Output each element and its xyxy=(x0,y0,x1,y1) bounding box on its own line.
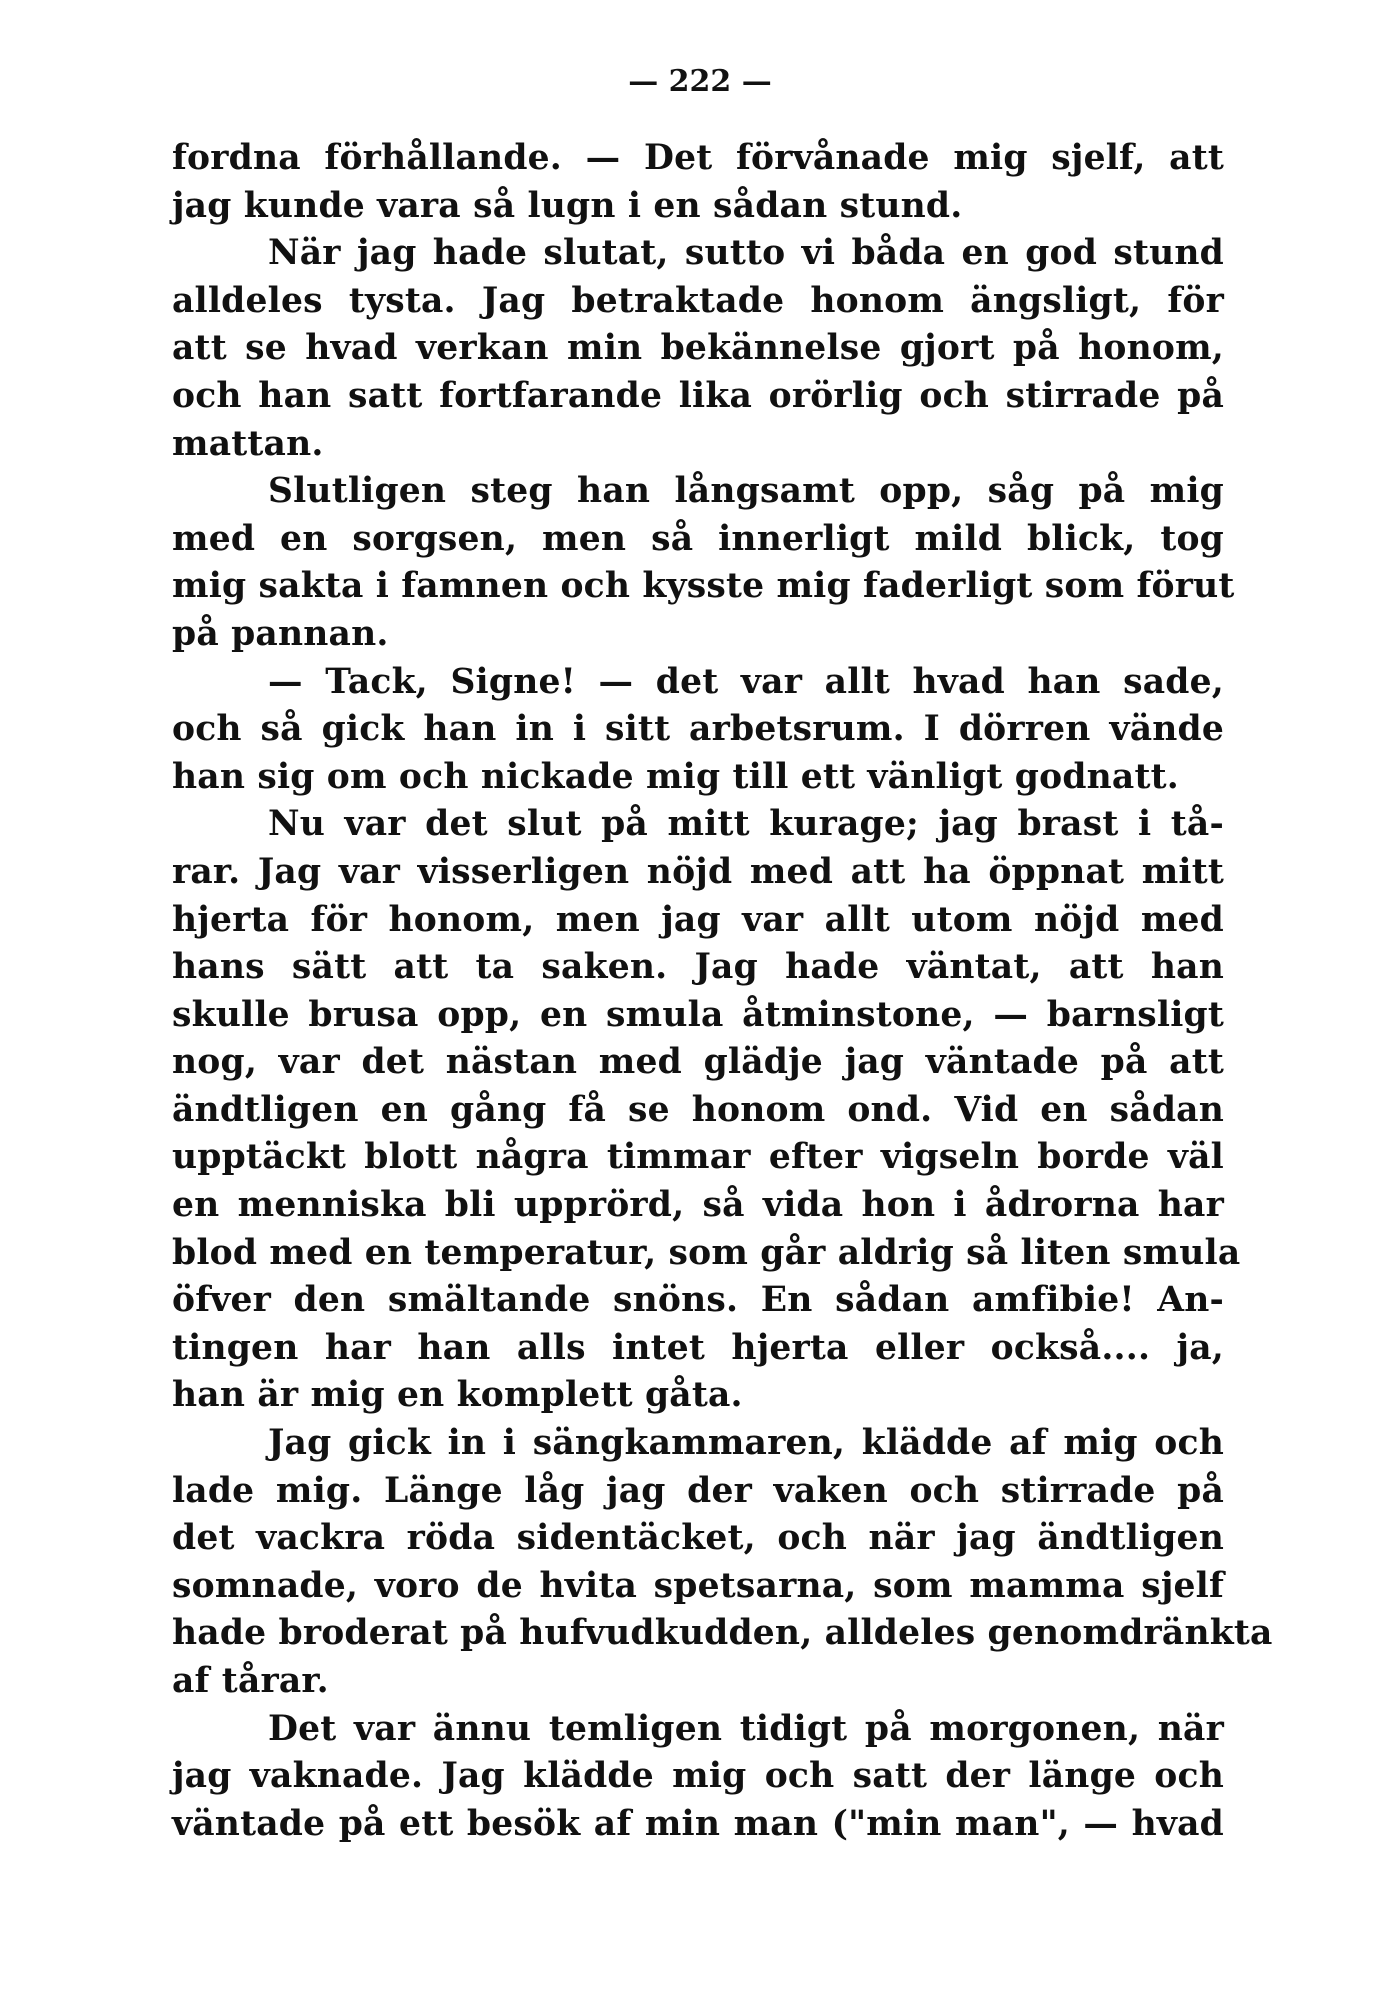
text-line: alldeles tysta. Jag betraktade honom ängsligt, för xyxy=(172,280,1224,321)
text-line: på pannan. xyxy=(172,613,389,654)
text-line: ändtligen en gång få se honom ond. Vid en sådan xyxy=(172,1089,1224,1130)
text-line: tingen har han alls intet hjerta eller också.... ja, xyxy=(172,1327,1224,1368)
text-line: Nu var det slut på mitt kurage; jag brast i tå- xyxy=(268,804,1224,845)
text-line: det vackra röda sidentäcket, och när jag ändtligen xyxy=(172,1518,1224,1559)
text-line: en menniska bli upprörd, så vida hon i ådrorna har xyxy=(172,1185,1224,1226)
text-line: Slutligen steg han långsamt opp, såg på mig xyxy=(268,471,1224,512)
text-line: skulle brusa opp, en smula åtminstone, — barnsligt xyxy=(172,994,1224,1035)
text-line: mattan. xyxy=(172,423,324,464)
text-line: med en sorgsen, men så innerligt mild blick, tog xyxy=(172,518,1224,559)
text-line: fordna förhållande. — Det förvånade mig sjelf, att xyxy=(172,138,1224,178)
text-line: Det var ännu temligen tidigt på morgonen, när xyxy=(268,1708,1224,1749)
text-line: mig sakta i famnen och kysste mig faderligt som förut xyxy=(172,566,1235,607)
text-line: hans sätt att ta saken. Jag hade väntat, att han xyxy=(172,947,1224,988)
text-line: och så gick han in i sitt arbetsrum. I dörren vände xyxy=(172,709,1224,750)
text-line: han är mig en komplett gåta. xyxy=(172,1375,743,1416)
text-line: väntade på ett besök af min man ("min man", — hvad xyxy=(172,1803,1224,1844)
text-line: — Tack, Signe! — det var allt hvad han sade, xyxy=(268,661,1224,702)
text-line: nog, var det nästan med glädje jag väntade på att xyxy=(172,1042,1224,1083)
text-line: och han satt fortfarande lika orörlig och stirrade på xyxy=(172,375,1224,416)
text-line: När jag hade slutat, sutto vi båda en god stund xyxy=(268,233,1224,274)
text-line: jag kunde vara så lugn i en sådan stund. xyxy=(172,185,963,226)
page-number: — 222 — xyxy=(628,64,772,99)
text-line: öfver den smältande snöns. En sådan amfibie! An- xyxy=(172,1280,1224,1321)
text-line: af tårar. xyxy=(172,1661,329,1701)
text-line: blod med en temperatur, som går aldrig så liten smula xyxy=(172,1232,1241,1273)
text-line: lade mig. Länge låg jag der vaken och stirrade på xyxy=(172,1470,1224,1511)
text-line: somnade, voro de hvita spetsarna, som mamma sjelf xyxy=(172,1565,1224,1606)
text-line: jag vaknade. Jag klädde mig och satt der länge och xyxy=(172,1756,1224,1797)
text-line: hjerta för honom, men jag var allt utom nöjd med xyxy=(172,899,1224,940)
body-text xyxy=(172,135,1273,1848)
text-line: upptäckt blott några timmar efter vigseln borde väl xyxy=(172,1137,1224,1178)
text-line: han sig om och nickade mig till ett vänligt godnatt. xyxy=(172,756,1179,797)
text-line: hade broderat på hufvudkudden, alldeles genomdränkta xyxy=(172,1613,1273,1654)
text-line: att se hvad verkan min bekännelse gjort på honom, xyxy=(172,328,1224,369)
text-line: Jag gick in i sängkammaren, klädde af mig och xyxy=(268,1423,1224,1464)
text-line: rar. Jag var visserligen nöjd med att ha öppnat mitt xyxy=(172,851,1224,892)
